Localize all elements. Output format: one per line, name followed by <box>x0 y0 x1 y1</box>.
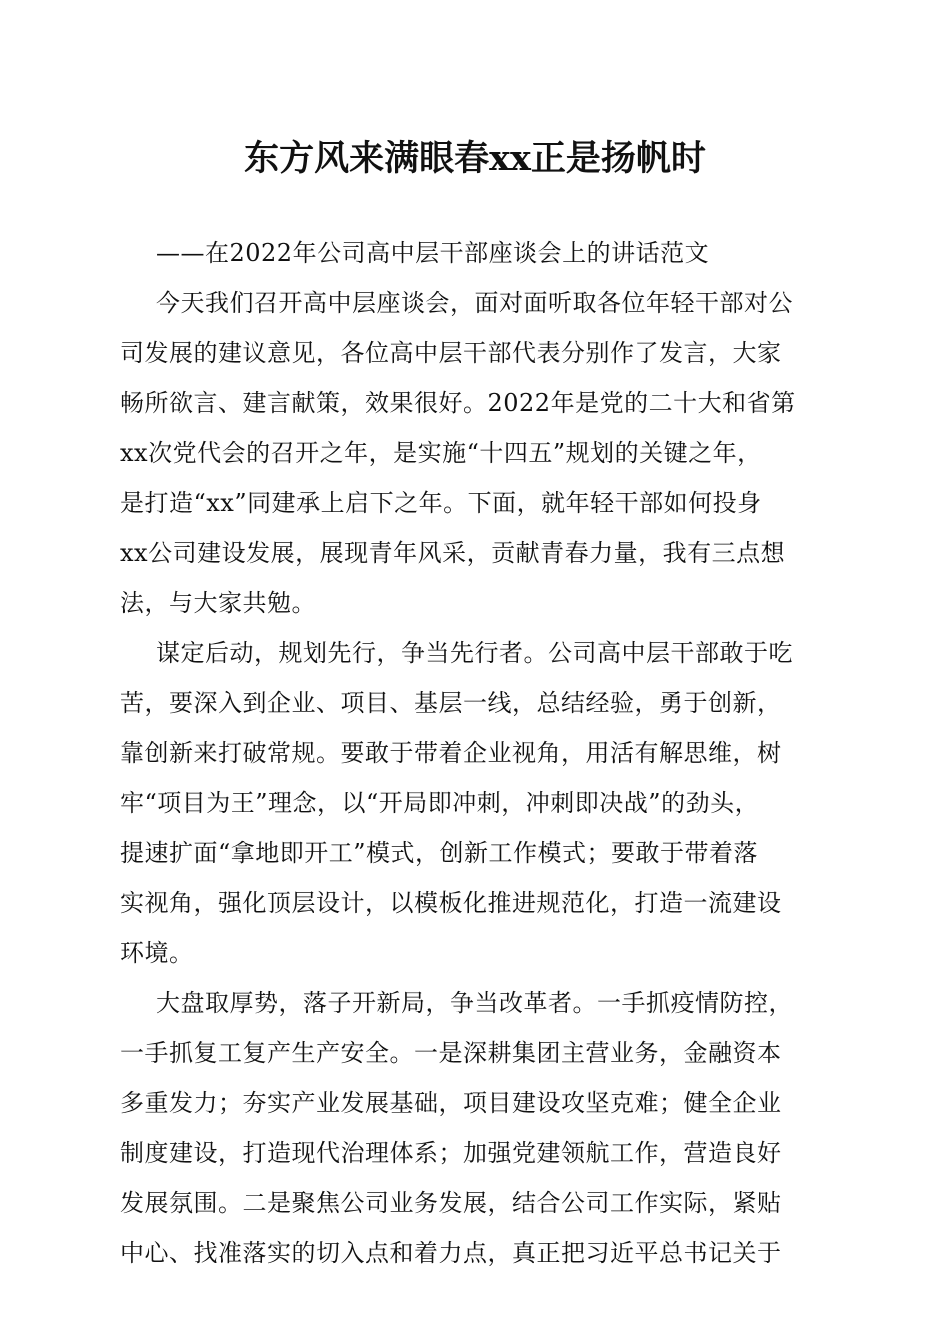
paragraph-line: 发展氛围。二是聚焦公司业务发展，结合公司工作实际，紧贴 <box>120 1189 782 1217</box>
paragraph-line: xx公司建设发展，展现青年风采，贡献青春力量，我有三点想 <box>120 539 786 567</box>
document-body <box>120 228 830 1278</box>
document-title: 东方风来满眼春xx正是扬帆时 <box>244 138 706 179</box>
paragraph-line: xx次党代会的召开之年，是实施“十四五”规划的关键之年， <box>120 439 762 467</box>
paragraph-line: 今天我们召开高中层座谈会，面对面听取各位年轻干部对公 <box>156 289 793 317</box>
paragraph-line: 环境。 <box>120 939 194 967</box>
paragraph-line: 大盘取厚势，落子开新局，争当改革者。一手抓疫情防控， <box>156 989 793 1017</box>
paragraph-1 <box>120 278 830 628</box>
paragraph-line: 法，与大家共勉。 <box>120 589 316 617</box>
paragraph-line: 多重发力；夯实产业发展基础，项目建设攻坚克难；健全企业 <box>120 1089 782 1117</box>
paragraph-line: 牢“项目为王”理念，以“开局即冲刺，冲刺即决战”的劲头， <box>120 789 760 817</box>
paragraph-line: 中心、找准落实的切入点和着力点，真正把习近平总书记关于 <box>120 1239 782 1267</box>
paragraph-2 <box>120 628 830 978</box>
paragraph-line: 苦，要深入到企业、项目、基层一线，总结经验，勇于创新， <box>120 689 782 717</box>
paragraph-line: 是打造“xx”同建承上启下之年。下面，就年轻干部如何投身 <box>120 489 762 517</box>
paragraph-line: 谋定后动，规划先行，争当先行者。公司高中层干部敢于吃 <box>156 639 793 667</box>
paragraph-line: 畅所欲言、建言献策，效果很好。2022年是党的二十大和省第 <box>120 389 796 417</box>
document-subtitle: ——在2022年公司高中层干部座谈会上的讲话范文 <box>156 239 710 267</box>
paragraph-line: 实视角，强化顶层设计，以模板化推进规范化，打造一流建设 <box>120 889 782 917</box>
paragraph-3 <box>120 978 830 1278</box>
paragraph-line: 一手抓复工复产生产安全。一是深耕集团主营业务，金融资本 <box>120 1039 782 1067</box>
paragraph-line: 提速扩面“拿地即开工”模式，创新工作模式；要敢于带着落 <box>120 839 759 867</box>
paragraph-line: 靠创新来打破常规。要敢于带着企业视角，用活有解思维，树 <box>120 739 782 767</box>
paragraph-line: 制度建设，打造现代治理体系；加强党建领航工作，营造良好 <box>120 1139 782 1167</box>
paragraph-line: 司发展的建议意见，各位高中层干部代表分别作了发言，大家 <box>120 339 782 367</box>
